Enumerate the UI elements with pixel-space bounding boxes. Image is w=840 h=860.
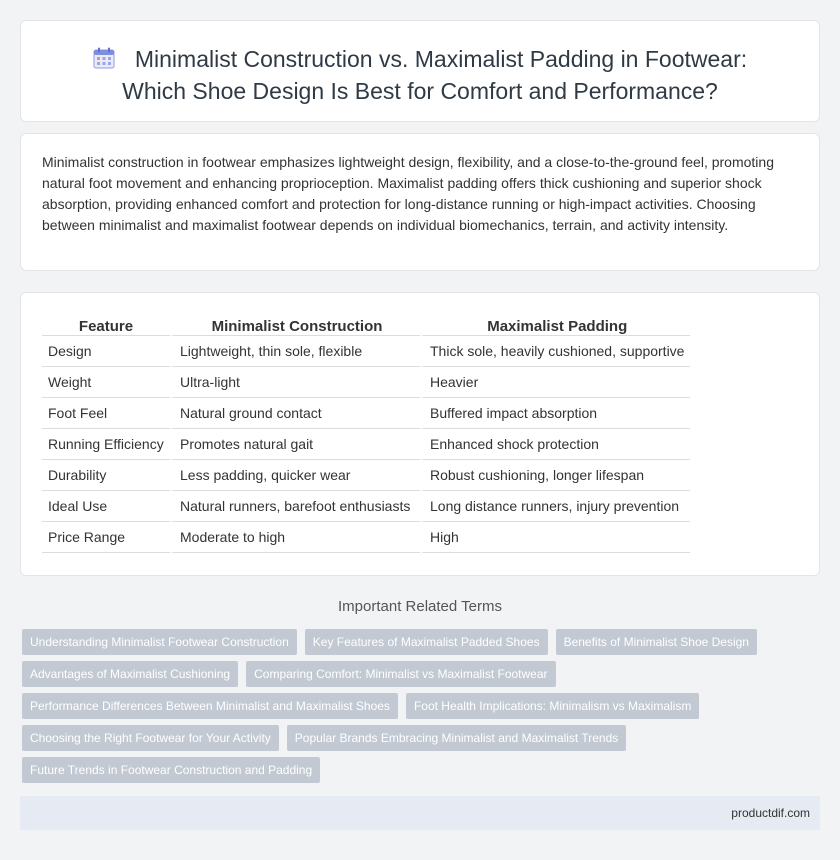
feature-cell: Design — [42, 336, 170, 367]
maximalist-cell: Robust cushioning, longer lifespan — [420, 460, 690, 491]
intro-paragraph: Minimalist construction in footwear emphasizes lightweight design, flexibility, and a close-to-the-ground feel, promoting natural foot movement and enhancing proprioception. Maximalist padding offers thick cushioning and superior shock absorption, providing enhanced comfort and protection for long-distance running or high-impact activities. Choosing between minimalist and maximalist footwear depends on individual biomechanics, terrain, and activity intensity. — [42, 154, 774, 233]
tag-row — [22, 757, 812, 789]
maximalist-cell: Heavier — [420, 367, 690, 398]
footer-site: productdif.com — [731, 806, 810, 820]
related-term-tag[interactable]: Advantages of Maximalist Cushioning — [22, 661, 238, 687]
related-terms-heading: Important Related Terms — [338, 598, 502, 615]
feature-cell: Weight — [42, 367, 170, 398]
minimalist-cell: Lightweight, thin sole, flexible — [170, 336, 420, 367]
tag-row — [22, 661, 812, 693]
intro-card — [20, 133, 820, 271]
related-term-tag[interactable]: Future Trends in Footwear Construction and Padding — [22, 757, 320, 783]
tag-row — [22, 693, 812, 725]
minimalist-cell: Ultra-light — [170, 367, 420, 398]
table-row — [42, 429, 690, 460]
maximalist-cell: High — [420, 522, 690, 553]
column-header-maximalist: Maximalist Padding — [420, 314, 690, 336]
minimalist-cell: Promotes natural gait — [170, 429, 420, 460]
tag-row — [22, 629, 812, 661]
minimalist-cell: Moderate to high — [170, 522, 420, 553]
title-line-2: Which Shoe Design Is Best for Comfort and Performance? — [122, 78, 718, 104]
table-row — [42, 367, 690, 398]
comparison-card — [20, 292, 820, 576]
footer — [20, 796, 820, 830]
minimalist-cell: Natural runners, barefoot enthusiasts — [170, 491, 420, 522]
related-term-tag[interactable]: Performance Differences Between Minimalist and Maximalist Shoes — [22, 693, 398, 719]
maximalist-cell: Buffered impact absorption — [420, 398, 690, 429]
comparison-table — [42, 314, 690, 553]
related-term-tag[interactable]: Understanding Minimalist Footwear Construction — [22, 629, 297, 655]
column-header-feature: Feature — [42, 314, 170, 336]
related-term-tag[interactable]: Comparing Comfort: Minimalist vs Maximalist Footwear — [246, 661, 555, 687]
feature-cell: Price Range — [42, 522, 170, 553]
table-row — [42, 522, 690, 553]
related-term-tag[interactable]: Popular Brands Embracing Minimalist and Maximalist Trends — [287, 725, 626, 751]
related-terms-list — [22, 629, 812, 789]
tag-row — [22, 725, 812, 757]
calendar-icon — [93, 47, 115, 69]
maximalist-cell: Thick sole, heavily cushioned, supportive — [420, 336, 690, 367]
feature-cell: Foot Feel — [42, 398, 170, 429]
title-line-1: Minimalist Construction vs. Maximalist Padding in Footwear: — [134, 46, 748, 72]
related-term-tag[interactable]: Key Features of Maximalist Padded Shoes — [305, 629, 548, 655]
related-term-tag[interactable]: Choosing the Right Footwear for Your Activity — [22, 725, 279, 751]
related-term-tag[interactable]: Benefits of Minimalist Shoe Design — [556, 629, 757, 655]
maximalist-cell: Long distance runners, injury prevention — [420, 491, 690, 522]
column-header-minimalist: Minimalist Construction — [170, 314, 420, 336]
table-row — [42, 398, 690, 429]
minimalist-cell: Natural ground contact — [170, 398, 420, 429]
maximalist-cell: Enhanced shock protection — [420, 429, 690, 460]
feature-cell: Durability — [42, 460, 170, 491]
table-row — [42, 336, 690, 367]
feature-cell: Ideal Use — [42, 491, 170, 522]
table-row — [42, 491, 690, 522]
header-card — [20, 20, 820, 122]
page-title — [21, 43, 819, 107]
table-header-row — [42, 314, 690, 336]
table-row — [42, 460, 690, 491]
related-term-tag[interactable]: Foot Health Implications: Minimalism vs Maximalism — [406, 693, 699, 719]
feature-cell: Running Efficiency — [42, 429, 170, 460]
minimalist-cell: Less padding, quicker wear — [170, 460, 420, 491]
